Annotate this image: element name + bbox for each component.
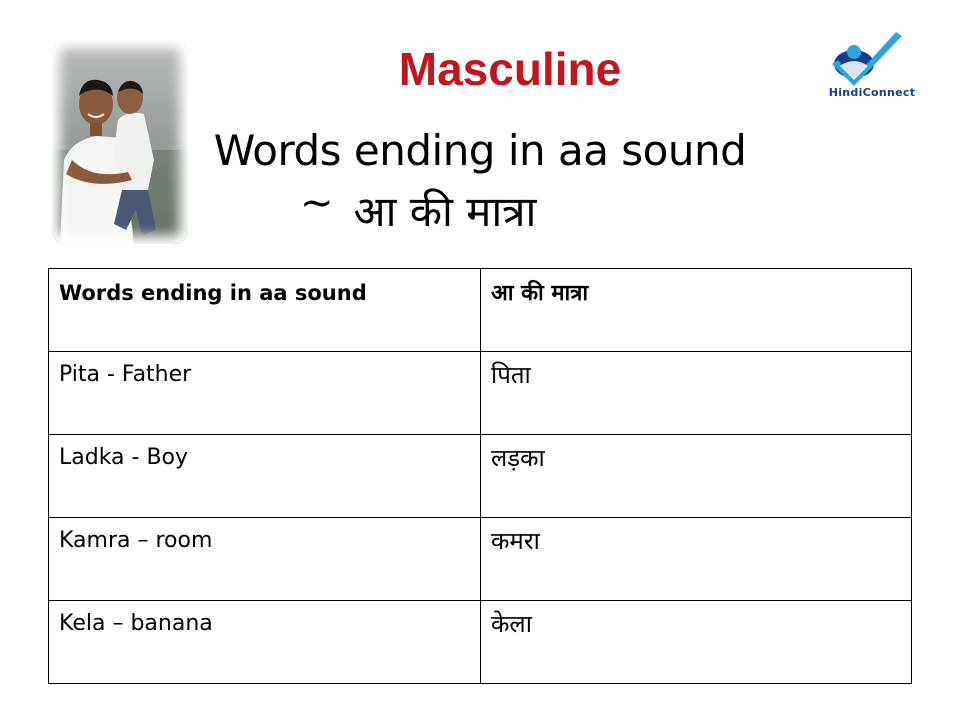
hindi-word-cell: लड़का <box>481 435 912 518</box>
slide-subtitle: Words ending in aa sound <box>213 126 747 175</box>
vocabulary-table <box>48 268 912 684</box>
english-word-cell: Kela – banana <box>49 601 481 684</box>
hindi-heading-text: आ की मात्रा <box>353 187 537 236</box>
tilde-symbol: ~ <box>300 180 334 226</box>
table-row <box>49 352 912 435</box>
hindi-heading <box>300 180 680 239</box>
father-son-illustration <box>52 40 188 244</box>
table-row <box>49 435 912 518</box>
logo-text: HindiConnect <box>828 86 916 99</box>
father-son-photo <box>52 40 188 244</box>
hindi-word-cell: पिता <box>481 352 912 435</box>
english-word-cell: Pita - Father <box>49 352 481 435</box>
table-row <box>49 601 912 684</box>
slide-title: Masculine <box>398 43 622 95</box>
english-word-cell: Kamra – room <box>49 518 481 601</box>
english-word-cell: Ladka - Boy <box>49 435 481 518</box>
hindi-word-cell: केला <box>481 601 912 684</box>
header-cell-hindi: आ की मात्रा <box>481 269 912 352</box>
header-cell-english: Words ending in aa sound <box>49 269 481 352</box>
hindi-word-cell: कमरा <box>481 518 912 601</box>
table-header-row <box>49 269 912 352</box>
table-row <box>49 518 912 601</box>
